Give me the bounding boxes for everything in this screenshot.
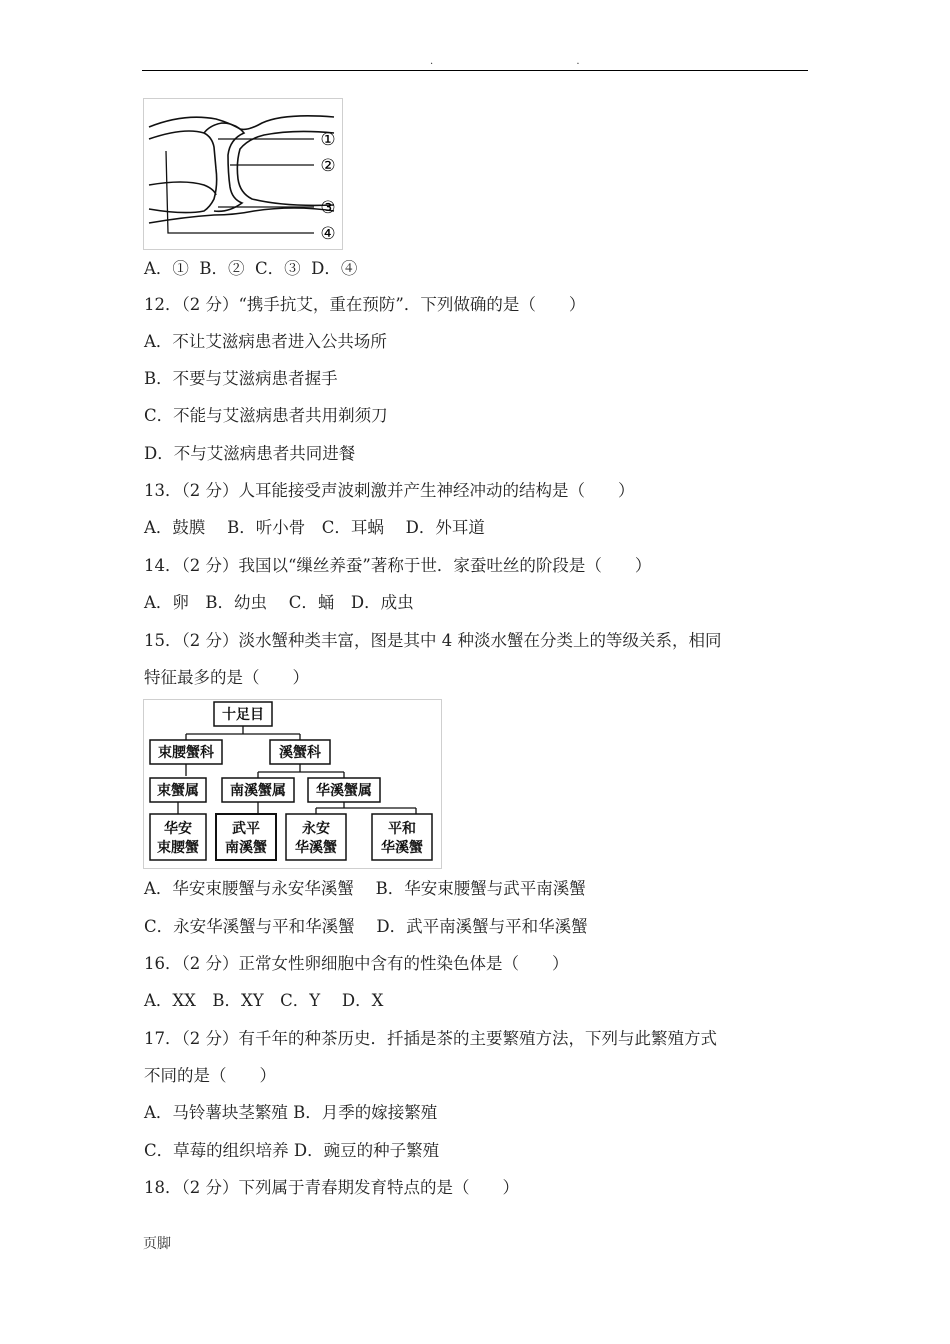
joint-figure bbox=[143, 98, 343, 250]
q17-options-cd: C．草莓的组织培养 D．豌豆的种子繁殖 bbox=[144, 1141, 440, 1160]
q13-stem: 13．（2 分）人耳能接受声波刺激并产生神经冲动的结构是（ ） bbox=[144, 481, 635, 500]
q14-stem: 14．（2 分）我国以“缫丝养蚕”著称于世．家蚕吐丝的阶段是（ ） bbox=[144, 556, 652, 575]
q15-stem-line2: 特征最多的是（ ） bbox=[144, 668, 309, 687]
tree-family1: 束腰蟹科 bbox=[158, 745, 214, 761]
tree-species3-line1: 永安 bbox=[302, 821, 330, 837]
q16-stem: 16．（2 分）正常女性卵细胞中含有的性染色体是（ ） bbox=[144, 954, 569, 973]
q16-options: A．XX B．XY C．Y D．X bbox=[144, 991, 384, 1010]
label-2: ② bbox=[320, 156, 336, 176]
tree-order: 十足目 bbox=[222, 707, 264, 723]
header-dots: . . bbox=[430, 56, 650, 67]
q17-stem-line1: 17．（2 分）有千年的种茶历史．扦插是茶的主要繁殖方法，下列与此繁殖方式 bbox=[144, 1029, 717, 1048]
tree-species1-line2: 束腰蟹 bbox=[157, 840, 199, 856]
joint-outer-top bbox=[149, 116, 334, 130]
q15-options-cd: C．永安华溪蟹与平和华溪蟹 D．武平南溪蟹与平和华溪蟹 bbox=[144, 917, 588, 936]
q15-options-ab: A．华安束腰蟹与永安华溪蟹 B．华安束腰蟹与武平南溪蟹 bbox=[144, 879, 586, 898]
joint-bone-upper bbox=[149, 131, 217, 213]
classification-tree bbox=[144, 700, 441, 868]
q14-options: A．卵 B．幼虫 C．蛹 D．成虫 bbox=[144, 593, 414, 612]
joint-diagram bbox=[144, 99, 342, 249]
q13-options: A．鼓膜 B．听小骨 C．耳蜗 D．外耳道 bbox=[144, 518, 485, 537]
tree-species3-line2: 华溪蟹 bbox=[295, 840, 337, 856]
q12-option-a: A．不让艾滋病患者进入公共场所 bbox=[144, 332, 387, 351]
tree-species1-line1: 华安 bbox=[164, 821, 192, 837]
tree-genus1: 束蟹属 bbox=[157, 783, 199, 799]
tree-species4-line2: 华溪蟹 bbox=[381, 840, 423, 856]
joint-inner-curve bbox=[149, 182, 216, 195]
classification-tree-figure bbox=[143, 699, 442, 869]
tree-genus2: 南溪蟹属 bbox=[230, 783, 286, 799]
q17-stem-line2: 不同的是（ ） bbox=[144, 1066, 276, 1085]
q15-stem-line1: 15．（2 分）淡水蟹种类丰富，图是其中 4 种淡水蟹在分类上的等级关系，相同 bbox=[144, 631, 722, 650]
q11-options: A．① B．② C．③ D．④ bbox=[144, 259, 358, 278]
label-3: ③ bbox=[320, 198, 336, 218]
page-footer: 页脚 bbox=[143, 1236, 171, 1252]
header-rule bbox=[142, 70, 808, 71]
tree-family2: 溪蟹科 bbox=[279, 745, 321, 761]
tree-species4-line1: 平和 bbox=[388, 821, 416, 837]
label-1: ① bbox=[320, 130, 336, 150]
q17-options-ab: A．马铃薯块茎繁殖 B．月季的嫁接繁殖 bbox=[144, 1103, 438, 1122]
tree-species2-line1: 武平 bbox=[232, 821, 260, 837]
q12-option-c: C．不能与艾滋病患者共用剃须刀 bbox=[144, 406, 388, 425]
tree-species2-line2: 南溪蟹 bbox=[225, 840, 267, 856]
joint-outer-bottom bbox=[149, 208, 334, 223]
label-4: ④ bbox=[320, 224, 336, 244]
tree-genus3: 华溪蟹属 bbox=[316, 783, 372, 799]
q18-stem: 18．（2 分）下列属于青春期发育特点的是（ ） bbox=[144, 1178, 519, 1197]
q12-option-b: B．不要与艾滋病患者握手 bbox=[144, 369, 338, 388]
q12-stem: 12．（2 分）“携手抗艾，重在预防”．下列做确的是（ ） bbox=[144, 295, 586, 314]
leader-line-4 bbox=[166, 151, 314, 233]
q12-option-d: D．不与艾滋病患者共同进餐 bbox=[144, 444, 356, 463]
